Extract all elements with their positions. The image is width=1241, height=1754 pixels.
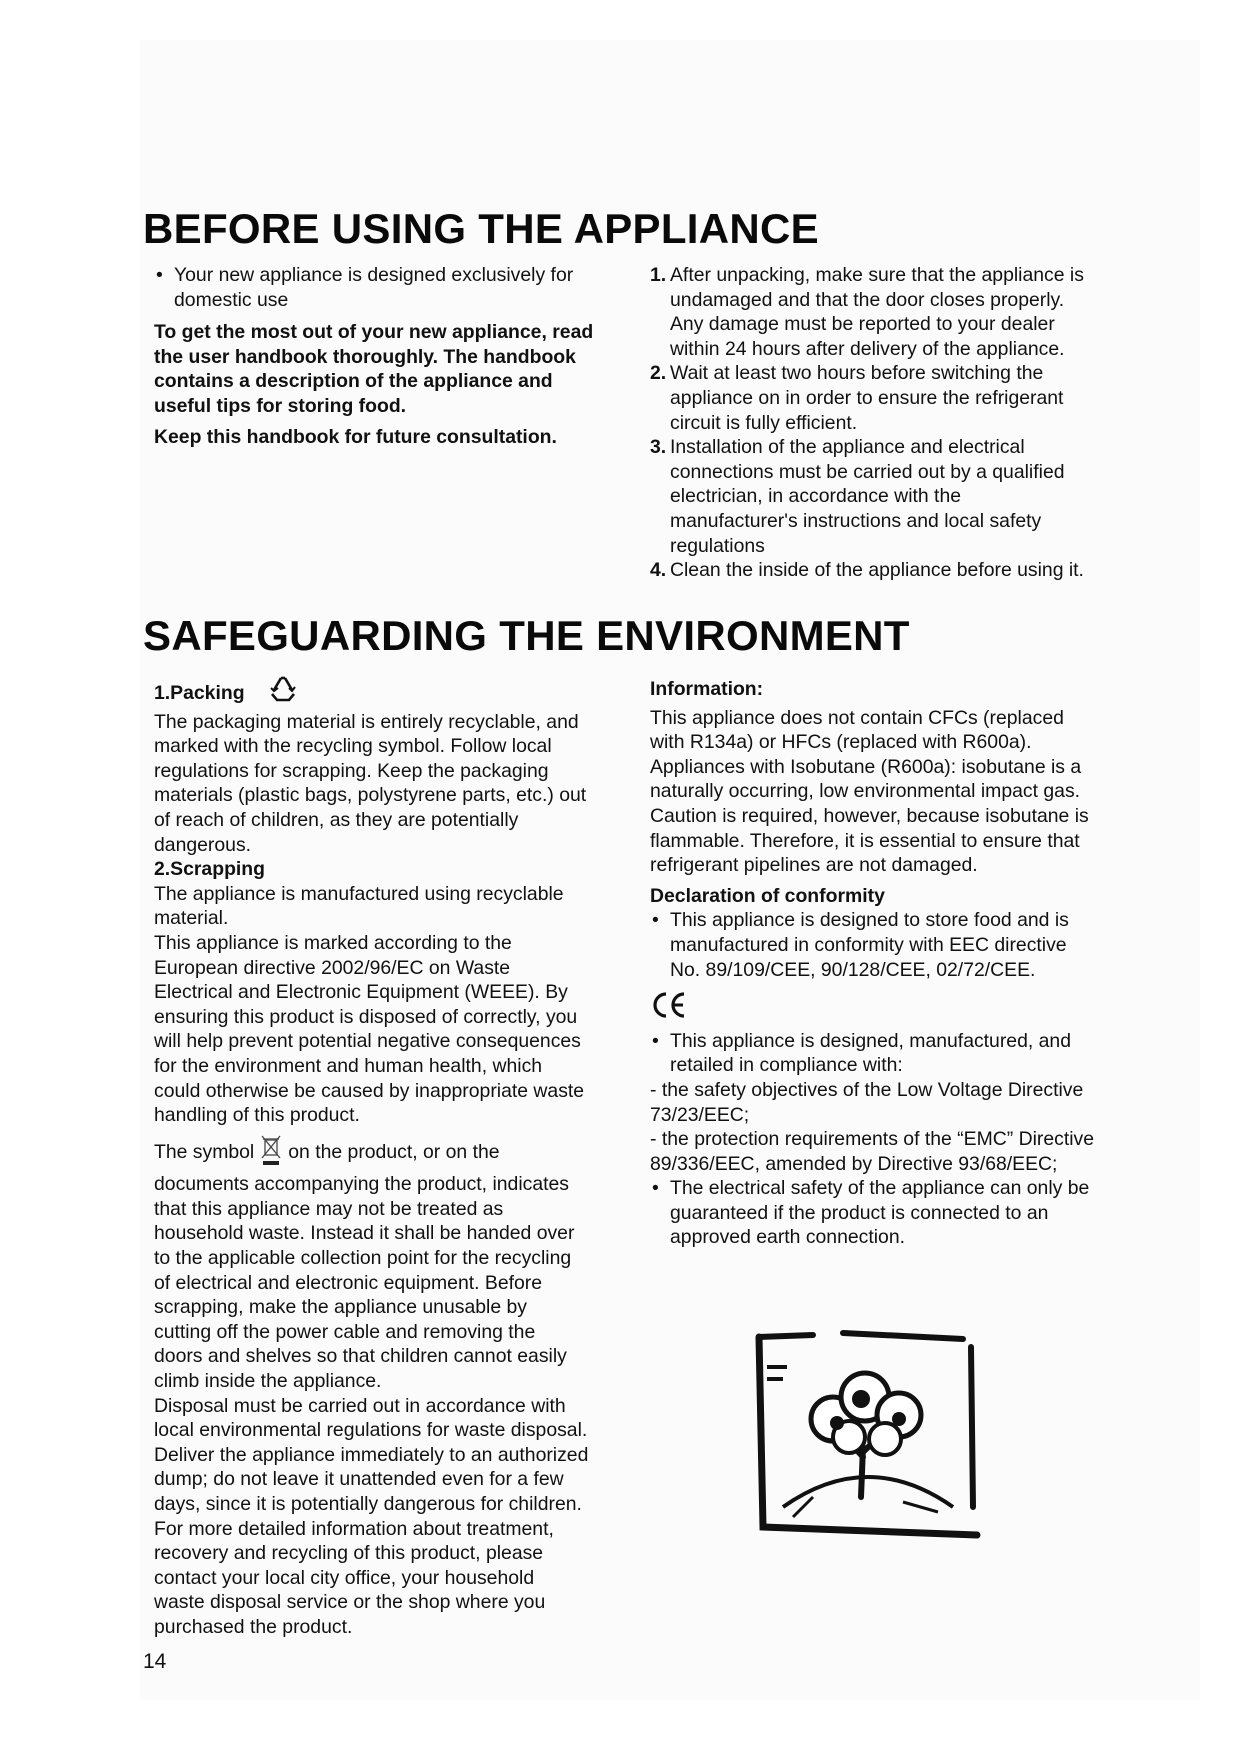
step-item: [650, 558, 1090, 583]
scrapping-title: 2.Scrapping: [154, 858, 265, 881]
step-text: Installation of the appliance and electrical connections must be carried out by a qualified electrician, in accordance with the manufacturer's instructions and local safety regulations: [670, 436, 1065, 557]
information-title: Information:: [650, 678, 764, 700]
disposal-paragraph: Disposal must be carried out in accordance with local environmental regulations for waste disposal. Deliver the appliance immediately to an authorized dump; do not leave it unattended even for a few days, since it is potentially dangerous for children. For more detailed information about treatment, recovery and recycling of this product, please contact your local city office, your household waste disposal service or the shop where you purchased the product.: [154, 1394, 589, 1638]
packing-text: The packaging material is entirely recyclable, and marked with the recycling symbol. Follow local regulations for scrapping. Keep the packaging materials (plastic bags, polystyrene parts, etc.) out of reach of children, as they are potentially dangerous.: [154, 710, 587, 856]
step-item: [650, 435, 1090, 558]
tree-environment-logo: [753, 1327, 983, 1552]
environment-left-column: [154, 675, 589, 1640]
declaration-bullet-earth: • The electrical safety of the appliance can only be guaranteed if the product is connected to an approved earth connection.: [650, 1176, 1095, 1250]
declaration-bullet-food: • This appliance is designed to store food and is manufactured in conformity with EEC directive No. 89/109/CEE, 90/128/CEE, 02/72/CEE.: [650, 908, 1095, 982]
scrapping-paragraph-2: This appliance is marked according to the European directive 2002/96/EC on Waste Electrical and Electronic Equipment (WEEE). By ensuring this product is disposed of correctly, you will help prevent potential negative consequences for the environment and human health, which could otherwise be caused by inappropriate waste handling of this product.: [154, 931, 585, 1127]
step-number: 2.: [650, 362, 667, 385]
weee-symbol-paragraph: [154, 1134, 589, 1394]
declaration-bullet-compliance: • This appliance is designed, manufactured, and retailed in compliance with:: [650, 1029, 1095, 1078]
declaration-title: Declaration of conformity: [650, 884, 885, 907]
step-number: 4.: [650, 559, 667, 582]
keep-handbook-paragraph: Keep this handbook for future consultation.: [154, 425, 557, 448]
before-using-steps: [650, 263, 1090, 583]
step-text: Clean the inside of the appliance before using it.: [670, 559, 1084, 582]
step-item: [650, 361, 1090, 435]
environment-right-column: [650, 677, 1095, 1250]
handbook-bold-paragraph: To get the most out of your new appliance, read the user handbook thoroughly. The handbook contains a description of the appliance and useful tips for storing food.: [154, 321, 594, 417]
step-text: Wait at least two hours before switching the appliance on in order to ensure the refrigerant circuit is fully efficient.: [670, 362, 1064, 434]
step-number: 1.: [650, 264, 667, 286]
information-text: This appliance does not contain CFCs (replaced with R134a) or HFCs (replaced with R600a). Appliances with Isobutane (R600a): isobutane is a naturally occurring, low environmental impact gas. Caution is required, however, because isobutane is flammable. Therefore, it is essential to ensure that refrigerant pipelines are not damaged.: [650, 706, 1089, 877]
heading-before-using: BEFORE USING THE APPLIANCE: [143, 205, 819, 252]
before-using-left-column: [154, 263, 594, 449]
step-number: 3.: [650, 436, 667, 459]
emc-line: - the protection requirements of the “EMC” Directive 89/336/EEC, amended by Directive 93/68/EEC;: [650, 1128, 1094, 1175]
step-text: After unpacking, make sure that the appliance is undamaged and that the door closes properly. Any damage must be reported to your dealer within 24 hours after delivery of the appliance.: [670, 264, 1084, 360]
scrapping-paragraph-1: The appliance is manufactured using recyclable material.: [154, 882, 564, 930]
recycle-icon: [268, 675, 298, 710]
symbol-text-after: on the product, or on the documents accompanying the product, indicates that this appliance may not be treated as household waste. Instead it shall be handed over to the applicable collection point for the recycling of electrical and electronic equipment. Before scrapping, make the appliance unusable by cutting off the power cable and removing the doors and shelves so that children cannot easily climb inside the appliance.: [154, 1140, 575, 1393]
crossed-bin-icon: [260, 1134, 282, 1173]
step-item: [650, 263, 1090, 361]
page-number: 14: [143, 1650, 167, 1673]
heading-environment: SAFEGUARDING THE ENVIRONMENT: [143, 612, 910, 659]
symbol-text-before: The symbol: [154, 1140, 255, 1163]
ce-mark-icon: [650, 990, 1095, 1027]
domestic-use-bullet: • Your new appliance is designed exclusively for domestic use: [154, 263, 594, 312]
low-voltage-line: - the safety objectives of the Low Voltage Directive 73/23/EEC;: [650, 1078, 1084, 1126]
packing-title: 1.Packing: [154, 682, 245, 704]
